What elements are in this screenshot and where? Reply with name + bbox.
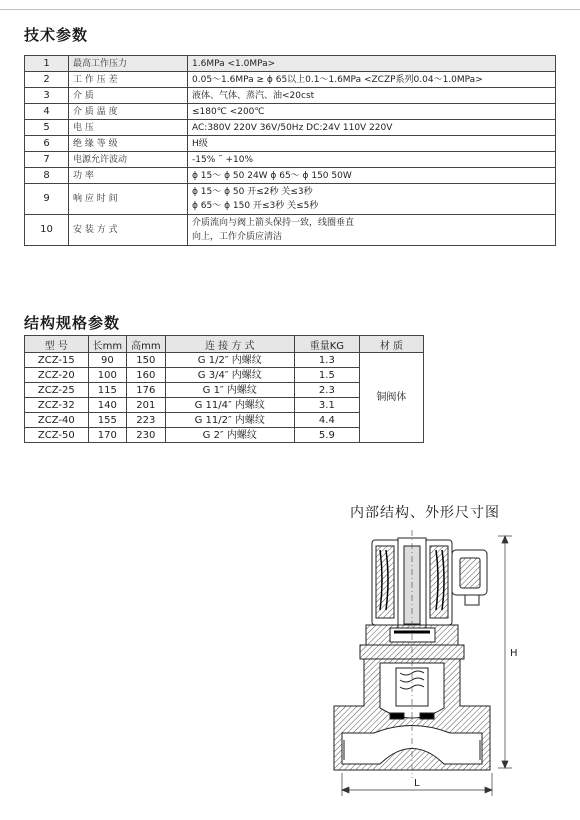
cell-material: 铜阀体 bbox=[359, 353, 423, 443]
cell-weight: 1.3 bbox=[294, 353, 359, 368]
cell-connection: G 1″ 内螺纹 bbox=[165, 383, 294, 398]
cell-length: 115 bbox=[88, 383, 126, 398]
cell-weight: 2.3 bbox=[294, 383, 359, 398]
spec-value: ≤180℃ <200℃ bbox=[188, 104, 556, 120]
tech-params-heading: 技术参数 bbox=[24, 26, 89, 44]
tech-spec-table bbox=[24, 55, 556, 246]
spec-name: 电源允许波动 bbox=[69, 152, 188, 168]
cell-length: 140 bbox=[88, 398, 126, 413]
label-h: H bbox=[510, 648, 518, 659]
valve-section-drawing bbox=[320, 528, 525, 798]
spec-name: 介 质 温 度 bbox=[69, 104, 188, 120]
cell-length: 100 bbox=[88, 368, 126, 383]
cell-height: 176 bbox=[127, 383, 165, 398]
cell-connection: G 1/2″ 内螺纹 bbox=[165, 353, 294, 368]
spec-row bbox=[25, 88, 556, 104]
spec-value-line: ϕ 65～ ϕ 150 开≤3秒 关≤5秒 bbox=[192, 201, 319, 211]
col-header-connection: 连 接 方 式 bbox=[165, 336, 294, 353]
spec-no: 3 bbox=[25, 88, 69, 104]
spec-name: 安 装 方 式 bbox=[69, 215, 188, 246]
spec-row bbox=[25, 56, 556, 72]
cell-connection: G 11/2″ 内螺纹 bbox=[165, 413, 294, 428]
cell-model: ZCZ-15 bbox=[25, 353, 89, 368]
spec-no: 9 bbox=[25, 184, 69, 215]
spec-value: 液体、气体、蒸汽、油<20cst bbox=[188, 88, 556, 104]
spec-row bbox=[25, 184, 556, 215]
struct-params-heading: 结构规格参数 bbox=[24, 314, 121, 332]
spec-no: 7 bbox=[25, 152, 69, 168]
spec-no: 6 bbox=[25, 136, 69, 152]
table-row bbox=[25, 353, 424, 368]
spec-name: 工 作 压 差 bbox=[69, 72, 188, 88]
cell-connection: G 2″ 内螺纹 bbox=[165, 428, 294, 443]
spec-value bbox=[188, 215, 556, 246]
cell-model: ZCZ-25 bbox=[25, 383, 89, 398]
cell-height: 230 bbox=[127, 428, 165, 443]
spec-value-line: 介质流向与阀上箭头保持一致，线圈垂直 bbox=[192, 218, 355, 228]
spec-row bbox=[25, 168, 556, 184]
spec-no: 10 bbox=[25, 215, 69, 246]
spec-name: 功 率 bbox=[69, 168, 188, 184]
spec-row bbox=[25, 72, 556, 88]
cell-connection: G 3/4″ 内螺纹 bbox=[165, 368, 294, 383]
spec-no: 4 bbox=[25, 104, 69, 120]
spec-value: AC:380V 220V 36V/50Hz DC:24V 110V 220V bbox=[188, 120, 556, 136]
spec-name: 最高工作压力 bbox=[69, 56, 188, 72]
struct-header-row bbox=[25, 336, 424, 353]
struct-spec-table bbox=[24, 335, 424, 443]
cell-connection: G 11/4″ 内螺纹 bbox=[165, 398, 294, 413]
cell-length: 90 bbox=[88, 353, 126, 368]
spec-value: 1.6MPa <1.0MPa> bbox=[188, 56, 556, 72]
cell-model: ZCZ-40 bbox=[25, 413, 89, 428]
cell-height: 223 bbox=[127, 413, 165, 428]
spec-value-line: 向上，工作介质应清洁 bbox=[192, 232, 283, 242]
spec-row bbox=[25, 152, 556, 168]
drawing-heading: 内部结构、外形尺寸图 bbox=[350, 505, 500, 521]
label-l: L bbox=[414, 778, 420, 789]
spec-value: H级 bbox=[188, 136, 556, 152]
cell-weight: 1.5 bbox=[294, 368, 359, 383]
spec-value: 0.05～1.6MPa ≥ ϕ 65以上0.1～1.6MPa <ZCZP系列0.04～1.0MPa> bbox=[188, 72, 556, 88]
spec-value bbox=[188, 184, 556, 215]
connector-box bbox=[452, 550, 487, 605]
cell-weight: 5.9 bbox=[294, 428, 359, 443]
cell-model: ZCZ-20 bbox=[25, 368, 89, 383]
spec-value: -15% ˜ +10% bbox=[188, 152, 556, 168]
cell-model: ZCZ-32 bbox=[25, 398, 89, 413]
cell-length: 170 bbox=[88, 428, 126, 443]
col-header-height: 高mm bbox=[127, 336, 165, 353]
cell-height: 201 bbox=[127, 398, 165, 413]
cell-height: 150 bbox=[127, 353, 165, 368]
top-rule bbox=[0, 9, 580, 10]
spec-name: 绝 缘 等 级 bbox=[69, 136, 188, 152]
spec-value: ϕ 15～ ϕ 50 24W ϕ 65～ ϕ 150 50W bbox=[188, 168, 556, 184]
col-header-weight: 重量KG bbox=[294, 336, 359, 353]
spec-name: 介 质 bbox=[69, 88, 188, 104]
cell-weight: 4.4 bbox=[294, 413, 359, 428]
col-header-model: 型 号 bbox=[25, 336, 89, 353]
spec-row bbox=[25, 120, 556, 136]
spec-no: 5 bbox=[25, 120, 69, 136]
spec-row bbox=[25, 104, 556, 120]
spec-row bbox=[25, 136, 556, 152]
cell-weight: 3.1 bbox=[294, 398, 359, 413]
col-header-length: 长mm bbox=[88, 336, 126, 353]
cell-length: 155 bbox=[88, 413, 126, 428]
cell-height: 160 bbox=[127, 368, 165, 383]
spec-name: 电 压 bbox=[69, 120, 188, 136]
spec-no: 1 bbox=[25, 56, 69, 72]
spec-value-line: ϕ 15～ ϕ 50 开≤2秒 关≤3秒 bbox=[192, 187, 313, 197]
spec-no: 2 bbox=[25, 72, 69, 88]
col-header-material: 材 质 bbox=[359, 336, 423, 353]
spec-no: 8 bbox=[25, 168, 69, 184]
cell-model: ZCZ-50 bbox=[25, 428, 89, 443]
spec-name: 响 应 时 间 bbox=[69, 184, 188, 215]
spec-row bbox=[25, 215, 556, 246]
